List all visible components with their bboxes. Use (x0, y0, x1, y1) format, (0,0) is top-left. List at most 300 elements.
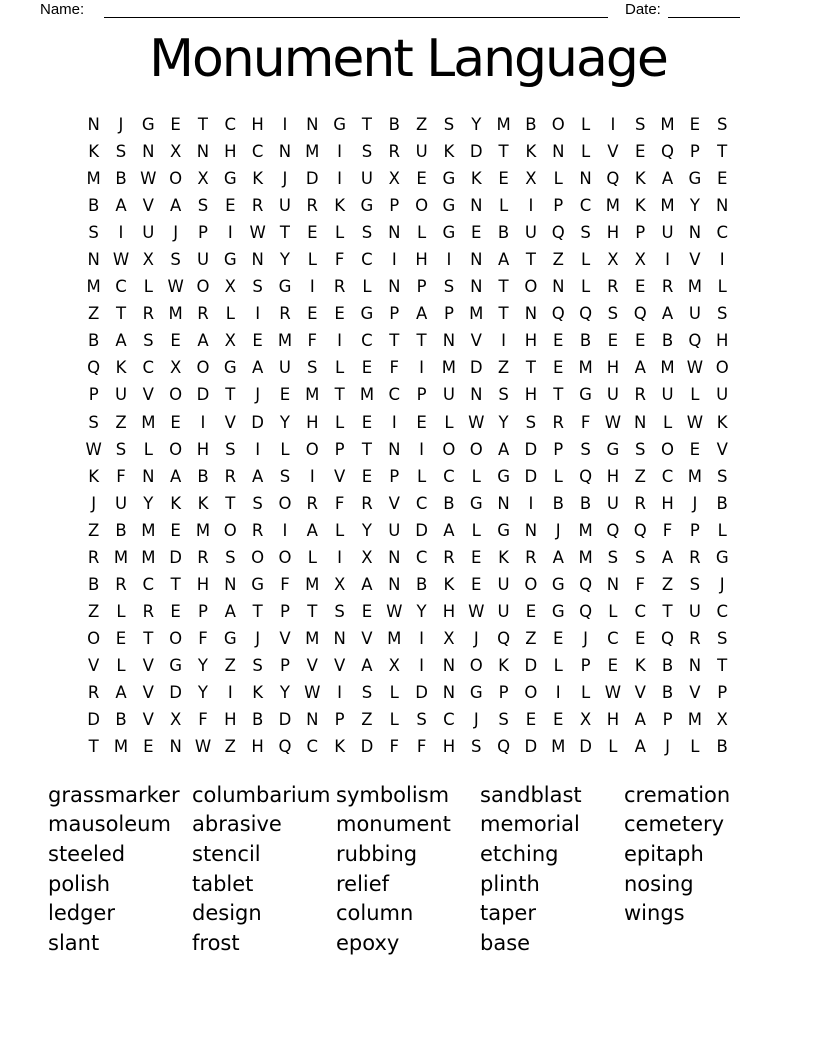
grid-letter: E (279, 385, 291, 405)
grid-letter: S (197, 196, 209, 216)
grid-letter: L (389, 710, 399, 730)
grid-letter: B (579, 493, 592, 513)
grid-letter: B (579, 331, 592, 351)
grid-letter: I (419, 439, 425, 459)
grid-letter: X (224, 331, 236, 351)
grid-letter: B (88, 574, 100, 594)
grid-letter: V (470, 331, 482, 351)
grid-letter: R (197, 304, 209, 324)
grid-letter: C (388, 385, 401, 405)
word-list-item: wings (624, 901, 685, 926)
grid-letter: P (662, 710, 673, 730)
grid-letter: E (635, 628, 646, 648)
grid-letter: S (580, 223, 591, 243)
grid-letter: W (140, 169, 157, 189)
grid-letter: Z (661, 574, 674, 594)
grid-letter: H (661, 493, 674, 513)
grid-letter: Y (279, 250, 290, 270)
grid-letter: G (442, 223, 456, 243)
grid-letter: B (251, 710, 264, 730)
grid-letter: N (388, 277, 401, 297)
word-list-item: sandblast (480, 782, 582, 807)
grid-letter: J (473, 710, 479, 730)
grid-letter: L (389, 683, 399, 702)
grid-letter: I (419, 655, 425, 675)
grid-letter: K (443, 574, 455, 594)
grid-letter: S (580, 439, 591, 459)
grid-letter: K (197, 493, 209, 513)
grid-letter: X (333, 574, 346, 594)
grid-letter: D (415, 520, 428, 540)
word-list-item: epoxy (336, 930, 400, 955)
grid-letter: S (716, 628, 728, 648)
grid-letter: U (688, 304, 701, 324)
grid-letter: E (716, 169, 728, 189)
grid-letter: H (415, 250, 428, 270)
grid-letter: B (115, 169, 127, 189)
grid-letter: T (553, 385, 564, 405)
grid-letter: Y (689, 196, 700, 216)
grid-letter: Q (551, 223, 565, 243)
grid-letter: E (525, 710, 537, 730)
grid-letter: N (388, 223, 401, 243)
grid-letter: U (606, 493, 619, 513)
grid-letter: M (305, 628, 320, 648)
grid-letter: M (687, 710, 702, 730)
word-list-item: symbolism (336, 782, 450, 807)
grid-letter: U (497, 601, 510, 621)
grid-letter: V (142, 683, 154, 702)
grid-letter: J (555, 520, 561, 540)
grid-letter: Y (279, 412, 290, 432)
grid-letter: K (252, 683, 264, 702)
grid-letter: I (337, 142, 343, 162)
grid-letter: R (689, 628, 701, 648)
grid-letter: P (389, 304, 400, 324)
grid-letter: P (416, 385, 427, 405)
grid-letter: H (606, 466, 620, 486)
grid-letter: V (142, 196, 154, 216)
grid-letter: N (142, 142, 155, 162)
grid-letter: H (196, 574, 210, 594)
grid-letter: O (169, 439, 183, 459)
grid-letter: K (498, 547, 509, 567)
grid-letter: R (525, 547, 537, 567)
grid-letter: L (225, 304, 235, 324)
grid-letter: L (417, 223, 427, 243)
grid-letter: L (417, 466, 427, 486)
grid-letter: G (223, 250, 237, 270)
grid-letter: Q (87, 358, 101, 378)
grid-letter: A (634, 358, 646, 378)
grid-letter: C (579, 196, 592, 216)
grid-letter: Q (661, 142, 675, 162)
grid-letter: N (716, 196, 729, 216)
grid-letter: R (306, 196, 319, 216)
grid-letter: C (361, 331, 373, 351)
grid-letter: F (198, 710, 208, 730)
grid-letter: F (334, 493, 345, 513)
grid-letter: M (86, 169, 101, 189)
grid-letter: R (607, 277, 619, 297)
page-title: Monument Language (149, 29, 667, 89)
grid-letter: L (580, 142, 591, 162)
grid-letter: N (388, 439, 401, 459)
grid-letter: D (360, 737, 374, 757)
grid-letter: O (251, 547, 265, 567)
grid-letter: K (470, 169, 482, 189)
grid-letter: Q (606, 520, 620, 540)
grid-letter: B (661, 331, 674, 351)
grid-letter: O (305, 439, 319, 459)
grid-letter: P (416, 277, 427, 297)
grid-letter: L (553, 466, 563, 486)
grid-letter: R (197, 547, 209, 567)
grid-letter: S (88, 412, 99, 432)
grid-letter: C (443, 710, 455, 730)
word-list-item: nosing (624, 871, 694, 896)
grid-letter: H (224, 710, 237, 730)
grid-letter: C (607, 628, 619, 648)
grid-letter: G (251, 574, 265, 594)
grid-letter: A (497, 439, 510, 459)
grid-letter: W (304, 683, 321, 702)
grid-letter: O (169, 628, 183, 648)
grid-letter: D (469, 358, 483, 378)
grid-letter: S (279, 466, 291, 486)
grid-letter: G (688, 169, 702, 189)
grid-letter: E (170, 115, 181, 135)
grid-letter: N (169, 737, 182, 757)
grid-letter: V (634, 683, 646, 702)
grid-letter: I (309, 466, 315, 486)
grid-letter: I (337, 683, 343, 702)
grid-letter: T (662, 601, 673, 621)
grid-letter: F (334, 250, 345, 270)
grid-letter: U (360, 169, 373, 189)
grid-letter: T (252, 601, 263, 621)
grid-letter: B (415, 574, 428, 594)
grid-letter: Z (88, 601, 100, 621)
grid-letter: A (170, 196, 182, 216)
grid-letter: D (169, 683, 182, 702)
grid-letter: H (251, 737, 264, 757)
grid-letter: F (198, 628, 208, 648)
grid-letter: Z (552, 250, 564, 270)
grid-letter: P (689, 520, 700, 540)
grid-letter: X (224, 277, 236, 297)
grid-letter: B (443, 493, 455, 513)
grid-letter: W (249, 223, 266, 243)
grid-letter: J (583, 628, 588, 648)
grid-letter: E (252, 331, 263, 351)
grid-letter: G (141, 115, 155, 135)
grid-letter: I (227, 683, 233, 702)
grid-letter: I (446, 250, 452, 270)
grid-letter: Q (579, 601, 593, 621)
grid-letter: R (87, 683, 100, 702)
grid-letter: V (333, 466, 346, 486)
grid-letter: C (661, 466, 674, 486)
grid-letter: H (196, 439, 210, 459)
name-blank-line (104, 17, 608, 18)
grid-letter: O (223, 520, 237, 540)
grid-letter: I (719, 250, 725, 270)
grid-letter: D (579, 737, 592, 757)
grid-letter: M (168, 304, 183, 324)
grid-letter: W (386, 601, 403, 621)
word-list-item: design (192, 901, 262, 926)
grid-letter: V (689, 250, 701, 270)
grid-letter: A (306, 520, 318, 540)
grid-letter: T (334, 385, 345, 405)
grid-letter: O (278, 547, 292, 567)
grid-letter: G (715, 547, 729, 567)
grid-letter: L (717, 277, 727, 297)
grid-letter: S (607, 547, 619, 567)
grid-letter: F (635, 574, 645, 594)
grid-letter: V (361, 628, 373, 648)
grid-letter: E (471, 547, 482, 567)
grid-letter: N (388, 547, 401, 567)
grid-letter: Y (471, 115, 482, 135)
grid-letter: O (524, 574, 538, 594)
grid-letter: K (525, 142, 537, 162)
grid-letter: I (528, 196, 534, 216)
grid-letter: L (143, 277, 153, 297)
grid-letter: X (443, 628, 455, 648)
grid-letter: Q (633, 304, 647, 324)
grid-letter: S (225, 439, 236, 459)
grid-letter: P (334, 710, 345, 730)
grid-letter: I (555, 683, 561, 702)
grid-letter: M (113, 737, 129, 757)
grid-letter: Y (197, 655, 209, 675)
grid-letter: L (608, 737, 618, 757)
grid-letter: I (118, 223, 124, 243)
grid-letter: I (282, 115, 288, 135)
grid-letter: T (307, 601, 318, 621)
grid-letter: G (442, 196, 456, 216)
grid-letter: T (525, 358, 536, 378)
grid-letter: N (524, 304, 538, 324)
grid-letter: R (552, 412, 564, 432)
grid-letter: E (553, 710, 564, 730)
grid-letter: X (388, 655, 400, 675)
grid-letter: W (468, 412, 485, 432)
grid-letter: E (170, 520, 181, 540)
grid-letter: O (169, 169, 183, 189)
grid-letter: R (689, 547, 701, 567)
grid-letter: E (143, 737, 154, 757)
grid-letter: E (225, 196, 236, 216)
grid-letter: K (634, 169, 646, 189)
grid-letter: L (471, 520, 481, 540)
grid-letter: L (307, 547, 317, 567)
grid-letter: W (85, 439, 102, 459)
grid-letter: L (143, 439, 153, 459)
grid-letter: E (361, 412, 373, 432)
grid-letter: H (716, 331, 729, 351)
grid-letter: G (442, 169, 456, 189)
grid-letter: Y (197, 683, 209, 702)
grid-letter: F (116, 466, 126, 486)
grid-letter: U (278, 196, 291, 216)
grid-letter: E (607, 655, 619, 675)
grid-letter: K (88, 142, 100, 162)
grid-letter: T (389, 331, 400, 351)
grid-letter: U (415, 142, 428, 162)
grid-letter: S (498, 385, 509, 405)
grid-letter: P (635, 223, 646, 243)
grid-letter: F (389, 358, 400, 378)
grid-letter: V (88, 655, 100, 675)
grid-letter: D (278, 710, 292, 730)
grid-letter: T (88, 737, 99, 757)
grid-letter: M (113, 547, 129, 567)
grid-letter: G (497, 466, 510, 486)
grid-letter: A (661, 304, 674, 324)
grid-letter: P (689, 142, 700, 162)
grid-letter: H (306, 412, 319, 432)
grid-letter: R (333, 277, 346, 297)
grid-letter: O (196, 277, 210, 297)
grid-letter: Z (88, 304, 100, 324)
grid-letter: M (660, 196, 675, 216)
grid-letter: N (470, 196, 483, 216)
grid-letter: L (580, 277, 591, 297)
grid-letter: W (604, 683, 622, 702)
grid-letter: X (169, 142, 182, 162)
grid-letter: P (88, 385, 99, 405)
word-list-item: rubbing (336, 841, 418, 866)
grid-letter: K (443, 142, 455, 162)
grid-letter: H (251, 115, 264, 135)
grid-letter: X (169, 358, 182, 378)
word-list-item: frost (192, 930, 240, 955)
grid-letter: B (525, 115, 537, 135)
word-search-grid (80, 111, 736, 760)
grid-letter: L (580, 250, 591, 270)
grid-letter: Z (497, 358, 510, 378)
grid-letter: N (333, 628, 346, 648)
grid-letter: M (305, 385, 320, 405)
grid-letter: M (660, 358, 675, 378)
grid-letter: V (306, 655, 318, 675)
grid-letter: O (169, 385, 183, 405)
grid-letter: J (665, 737, 670, 757)
grid-letter: N (579, 169, 592, 189)
word-list-item: epitaph (624, 841, 704, 866)
grid-letter: N (306, 710, 319, 730)
grid-letter: E (553, 358, 564, 378)
grid-letter: E (689, 439, 701, 459)
grid-letter: L (280, 439, 290, 459)
grid-letter: B (88, 331, 100, 351)
grid-letter: X (716, 710, 728, 730)
word-list-item: memorial (480, 812, 580, 837)
grid-letter: G (278, 277, 292, 297)
grid-letter: Q (579, 466, 593, 486)
grid-letter: V (388, 493, 400, 513)
grid-letter: P (389, 466, 400, 486)
grid-letter: T (279, 223, 290, 243)
grid-letter: B (661, 655, 674, 675)
grid-letter: I (419, 358, 425, 378)
grid-letter: C (716, 223, 728, 243)
grid-letter: J (282, 169, 288, 189)
grid-letter: T (225, 385, 236, 405)
word-list-item: column (336, 901, 414, 926)
grid-letter: M (687, 277, 702, 297)
grid-letter: E (471, 223, 482, 243)
grid-letter: D (251, 412, 264, 432)
grid-letter: L (690, 385, 700, 405)
grid-letter: C (415, 547, 428, 567)
grid-letter: N (688, 655, 702, 675)
grid-letter: C (443, 466, 455, 486)
grid-letter: D (469, 142, 483, 162)
grid-letter: C (251, 142, 264, 162)
grid-letter: N (552, 142, 565, 162)
grid-letter: U (606, 385, 619, 405)
grid-letter: E (635, 331, 646, 351)
grid-letter: W (194, 737, 212, 757)
grid-letter: A (170, 466, 182, 486)
grid-letter: A (115, 196, 127, 216)
grid-letter: I (610, 115, 616, 135)
word-list-item: plinth (480, 871, 540, 896)
grid-letter: I (200, 412, 206, 432)
grid-letter: A (115, 683, 127, 702)
grid-letter: D (524, 655, 538, 675)
grid-letter: Z (115, 412, 127, 432)
grid-letter: U (142, 223, 155, 243)
grid-letter: Z (361, 710, 373, 730)
grid-letter: S (307, 358, 318, 378)
grid-letter: K (498, 655, 509, 675)
grid-letter: C (115, 277, 127, 297)
grid-letter: I (309, 277, 315, 297)
grid-letter: L (335, 520, 345, 540)
grid-letter: M (469, 304, 484, 324)
grid-letter: I (528, 493, 534, 513)
grid-letter: R (634, 493, 646, 513)
grid-letter: X (361, 547, 373, 567)
grid-letter: B (197, 466, 209, 486)
grid-letter: Z (415, 115, 428, 135)
grid-letter: Z (525, 628, 537, 648)
grid-letter: K (170, 493, 182, 513)
grid-letter: R (115, 574, 127, 594)
grid-letter: M (578, 547, 593, 567)
grid-letter: L (471, 466, 481, 486)
grid-letter: E (635, 277, 646, 297)
grid-letter: S (252, 493, 263, 513)
word-list-item: taper (480, 901, 536, 926)
grid-letter: Y (143, 493, 154, 513)
grid-letter: L (662, 412, 673, 432)
word-list-item: cemetery (624, 812, 725, 837)
grid-letter: N (442, 655, 456, 675)
grid-letter: T (498, 142, 509, 162)
grid-letter: E (471, 574, 482, 594)
grid-letter: S (252, 655, 263, 675)
grid-letter: U (661, 385, 674, 405)
grid-letter: Q (661, 628, 675, 648)
grid-letter: M (141, 412, 156, 432)
grid-letter: N (196, 142, 210, 162)
